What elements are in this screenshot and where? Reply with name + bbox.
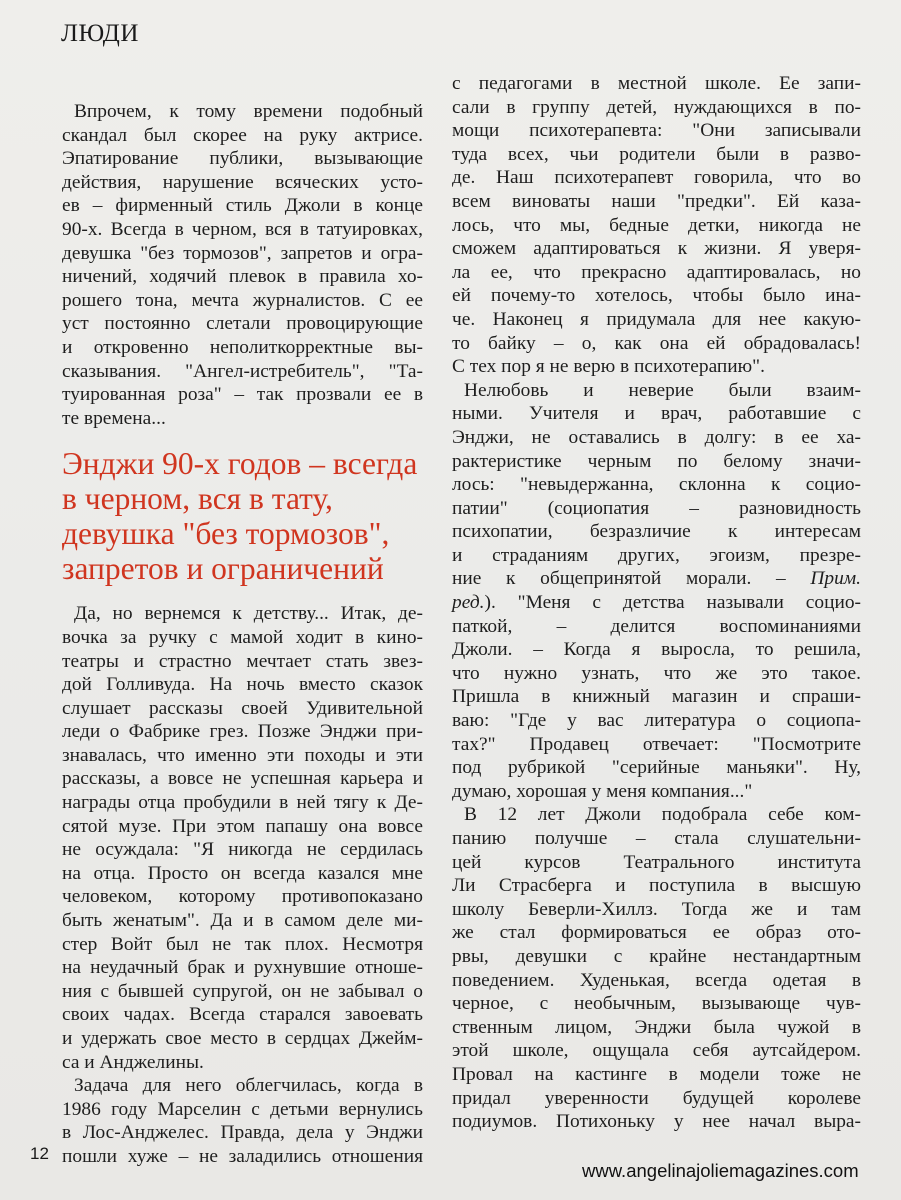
text-line: Пришла в книжный магазин и спраши- (452, 686, 861, 708)
text-line: запретов и ограничений (62, 551, 384, 587)
text-line: де. Наш психотерапевт говорила, что во (452, 167, 861, 189)
text-line: ния с бывшей супругой, он не забывал о (62, 980, 423, 1002)
text-line: Энджи 90-х годов – всегда (62, 446, 418, 482)
text-line: и удержать свое место в сердцах Джейм- (62, 1028, 423, 1049)
text-line: Джоли. – Когда я выросла, то решила, (452, 639, 861, 661)
text-line: патии" (социопатия – разновидность (452, 497, 861, 519)
text-line: 90-х. Всегда в черном, вся в татуировках, (62, 218, 423, 240)
text-line: ничений, ходячий плевок в правила хо- (62, 266, 423, 288)
paragraph (62, 100, 423, 430)
text-line: поведением. Худенькая, всегда одетая в (452, 969, 861, 991)
text-line: думаю, хорошая у меня компания..." (452, 780, 753, 802)
text-line: ев – фирменный стиль Джоли в конце (62, 195, 423, 217)
text-line: че. Наконец я придумала для нее какую- (452, 308, 861, 330)
text-line: С тех пор я не верю в психотерапию". (452, 356, 765, 378)
text-line (452, 567, 861, 591)
text-line: леди о Фабрике грез. Позже Энджи при- (62, 721, 423, 743)
text-line: лось, что мы, бедные детки, никогда не (452, 214, 861, 236)
text-span: ние к общепринятой морали. – (452, 568, 811, 590)
text-line: всем виноваты наши "предки". Ей каза- (452, 190, 861, 212)
editor-note-italic: Прим. (810, 568, 861, 590)
text-line: сятой музе. При этом папашу она вовсе (62, 815, 423, 837)
text-line: туда всех, чьи родители были в разво- (452, 143, 861, 165)
text-line: театры и страстно мечтает стать звез- (62, 650, 423, 672)
text-line: скандал был скорее на руку актрисе. (62, 124, 423, 146)
text-line: рассказы, а вовсе не успешная карьера и (62, 768, 423, 790)
text-line: Эпатирование публики, вызывающие (62, 148, 423, 170)
text-line: Провал на кастинге в модели тоже не (452, 1063, 861, 1085)
text-line: в черном, вся в тату, (62, 481, 333, 517)
left-column (62, 100, 423, 1169)
page-number: 12 (30, 1144, 49, 1163)
text-line: же стал формироваться ее образ ото- (452, 922, 861, 944)
text-line: стер Войт был не так плох. Несмотря (62, 933, 423, 955)
paragraph (62, 602, 423, 1074)
text-line: быть женатым". Да и в самом деле ми- (62, 910, 423, 932)
text-line: не осуждала: "Я никогда не сердилась (62, 839, 423, 861)
text-line: панию получше – стала слушательни- (452, 828, 861, 849)
paragraph (452, 379, 861, 804)
text-line: Ли Страсберга и поступила в высшую (452, 875, 861, 897)
text-line: действия, нарушение всяческих усто- (62, 171, 423, 193)
text-line: Энджи, не оставались в долгу: в ее ха- (452, 426, 861, 448)
text-line: девушка "без тормозов", запретов и огра- (62, 242, 423, 264)
text-line: вочка за ручку с мамой ходит в кино- (62, 626, 423, 648)
text-line: психопатии, безразличие к интересам (452, 521, 861, 543)
text-line: ей почему-то хотелось, чтобы было ина- (452, 285, 861, 307)
text-line: Да, но вернемся к детству... Итак, де- (74, 603, 423, 625)
text-line: под рубрикой "серийные маньяки". Ну, (452, 757, 861, 779)
text-line: и страданиям других, эгоизм, презре- (452, 544, 861, 566)
text-line: то байку – о, как она ей обрадовалась! (452, 332, 861, 354)
text-line: са и Анджелины. (62, 1051, 204, 1073)
text-line: туированная роза" – так прозвали ее в (62, 384, 423, 406)
text-line: 1986 году Марселин с детьми вернулись (62, 1098, 423, 1120)
text-line: девушка "без тормозов", (62, 516, 390, 552)
text-line: пошли хуже – не заладились отношения (62, 1145, 423, 1167)
paragraph-part (452, 615, 861, 804)
text-line: дой Голливуда. На ночь вместо сказок (62, 674, 423, 696)
text-line: человеком, которому противопоказано (62, 886, 423, 908)
text-line: цей курсов Театрального института (452, 851, 861, 873)
text-line: те времена... (62, 407, 166, 429)
text-line: мощи психотерапевта: "Они записывали (452, 120, 861, 142)
text-line: рвы, девушки с крайне нестандартным (452, 945, 861, 967)
paragraph-part (452, 379, 861, 568)
text-line: ваю: "Где у вас литература о социопа- (452, 710, 861, 732)
text-line: школу Беверли-Хиллз. Тогда же и там (452, 898, 861, 920)
text-line: лось: "невыдержанна, склонна к социо- (452, 474, 861, 496)
text-line: своих чадах. Всегда старался завоевать (62, 1004, 423, 1026)
text-line: рактеристике черным по белому значи- (452, 450, 861, 472)
paragraph (452, 803, 861, 1133)
text-line: этой школе, ощущала себя аутсайдером. (452, 1040, 861, 1062)
section-label: ЛЮДИ (61, 20, 139, 47)
right-column (452, 72, 861, 1134)
text-line: В 12 лет Джоли подобрала себе ком- (464, 804, 861, 826)
text-line: сможем адаптироваться к жизни. Я уверя- (452, 238, 861, 260)
text-line: ными. Учителя и врач, работавшие с (452, 403, 861, 425)
text-line: ственным лицом, Энджи была чужой в (452, 1016, 861, 1038)
text-line: рошего тона, мечта журналистов. С ее (62, 289, 423, 311)
editor-note-italic: ред. (452, 592, 485, 614)
text-line: что нужно узнать, что же это такое. (452, 662, 861, 684)
paragraph (452, 72, 861, 379)
text-line: черное, с необычным, вызывающе чув- (452, 993, 861, 1015)
text-line: Задача для него облегчилась, когда в (74, 1075, 423, 1097)
text-line: на неудачный брак и рухнувшие отноше- (62, 957, 423, 979)
text-line: подиумов. Потихоньку у нее начал выра- (452, 1111, 861, 1133)
text-span: ). "Меня с детства называли социо- (484, 592, 861, 614)
text-line: сали в группу детей, нуждающихся в по- (452, 96, 861, 118)
pull-quote (62, 446, 423, 586)
text-line: тах?" Продавец отвечает: "Посмотрите (452, 733, 861, 755)
text-line: уст постоянно слетали провоцирующие (62, 313, 423, 335)
text-line: Впрочем, к тому времени подобный (74, 101, 423, 122)
text-line (452, 591, 861, 615)
text-line: знавалась, что именно эти походы и эти (62, 744, 423, 766)
text-line: награды отца пробудили в ней тягу к Де- (62, 792, 423, 814)
text-line: паткой, – делится воспоминаниями (452, 615, 861, 637)
text-line: ла ее, что прекрасно адаптировалась, но (452, 261, 861, 283)
text-line: придал уверенности будущей королеве (452, 1087, 861, 1109)
watermark-url: www.angelinajoliemagazines.com (582, 1160, 859, 1181)
text-line: на отца. Просто он всегда казался мне (62, 862, 423, 884)
text-line: сказывания. "Ангел-истребитель", "Та- (62, 360, 423, 382)
paragraph (62, 1074, 423, 1168)
text-line: и откровенно неполиткорректные вы- (62, 336, 423, 358)
text-line: с педагогами в местной школе. Ее запи- (452, 73, 861, 94)
text-line: Нелюбовь и неверие были взаим- (464, 379, 861, 401)
text-line: в Лос-Анджелес. Правда, дела у Энджи (62, 1122, 423, 1144)
text-line: слушает рассказы своей Удивительной (62, 697, 423, 719)
